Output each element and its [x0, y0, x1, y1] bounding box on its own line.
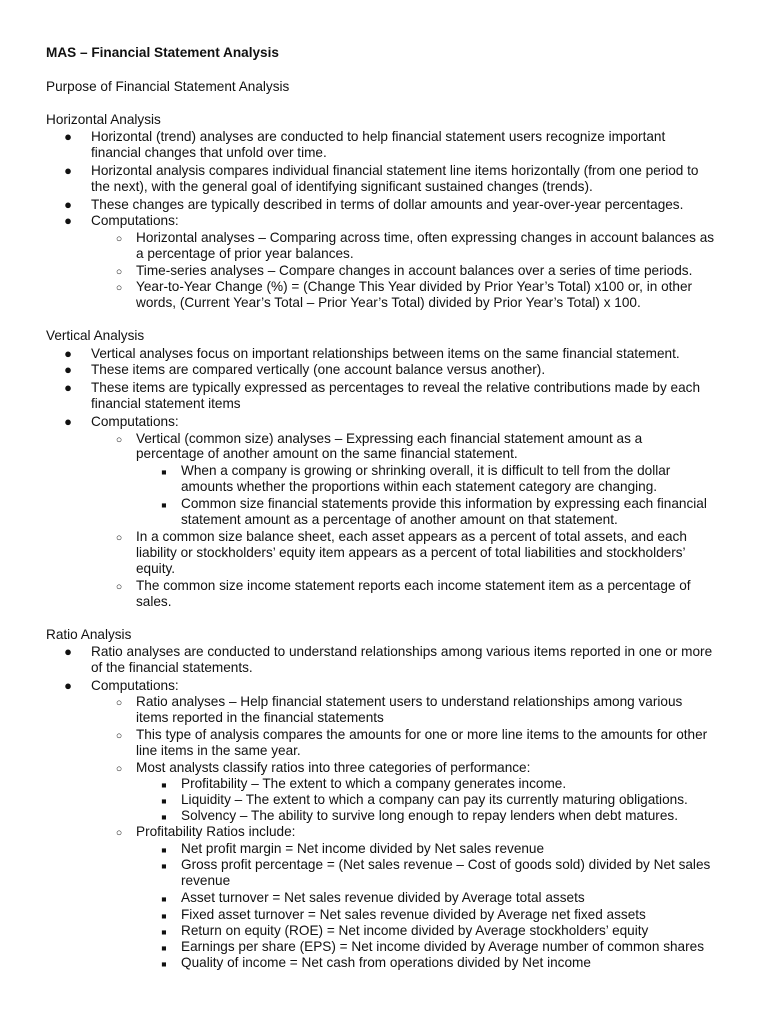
square-bullet-icon: ■ [161, 780, 167, 790]
vertical-sub-3-line-1: The common size income statement reports each income statement item as a percentage of [136, 578, 691, 593]
square-bullet-icon: ■ [161, 927, 167, 937]
circle-bullet-icon: ○ [115, 697, 123, 709]
ratio-earnings-per-share: Earnings per share (EPS) = Net income divided by Average number of common shares [181, 939, 704, 954]
ratio-sub-3-line-1: Most analysts classify ratios into three categories of performance: [136, 760, 531, 775]
square-bullet-icon: ■ [161, 845, 167, 855]
vertical-bullet-1-line-1: Vertical analyses focus on important relationships between items on the same financial statement. [91, 346, 680, 361]
square-bullet-icon: ■ [161, 812, 167, 822]
horizontal-bullet-3-line-1: These changes are typically described in terms of dollar amounts and year-over-year percentages. [91, 197, 684, 212]
vertical-bullet-3-line-2: financial statement items [91, 396, 241, 411]
vertical-subsub-1-line-1: When a company is growing or shrinking overall, it is difficult to tell from the dollar [181, 463, 671, 478]
ratio-sub-2-line-1: This type of analysis compares the amounts for one or more line items to the amounts for other [136, 727, 708, 742]
bullet-icon: ● [64, 129, 72, 144]
horizontal-sub-3-line-2: words, (Current Year’s Total – Prior Year’s Total) divided by Prior Year’s Total) x 100. [136, 295, 641, 310]
ratio-sub-1-line-1: Ratio analyses – Help financial statement users to understand relationships among various [136, 694, 683, 709]
circle-bullet-icon: ○ [115, 827, 123, 839]
bullet-icon: ● [64, 362, 72, 377]
vertical-bullet-3-line-1: These items are typically expressed as percentages to reveal the relative contributions made by each [91, 380, 701, 395]
horizontal-analysis-heading: Horizontal Analysis [46, 112, 161, 127]
ratio-sub-1-line-2: items reported in the financial statements [136, 710, 384, 725]
ratio-category-solvency: Solvency – The ability to survive long enough to repay lenders when debt matures. [181, 808, 678, 823]
horizontal-sub-1-line-1: Horizontal analyses – Comparing across time, often expressing changes in account balances as [136, 230, 715, 245]
ratio-analysis-heading: Ratio Analysis [46, 627, 132, 642]
bullet-icon: ● [64, 678, 72, 693]
ratio-bullet-1-line-1: Ratio analyses are conducted to understand relationships among various items reported in one or more [91, 644, 713, 659]
bullet-icon: ● [64, 414, 72, 429]
square-bullet-icon: ■ [161, 911, 167, 921]
ratio-bullet-1-line-2: of the financial statements. [91, 660, 253, 675]
vertical-bullet-4-line-1: Computations: [91, 414, 179, 429]
square-bullet-icon: ■ [161, 861, 167, 871]
horizontal-bullet-2-line-1: Horizontal analysis compares individual financial statement line items horizontally (from one period to [91, 163, 699, 178]
document-title: MAS – Financial Statement Analysis [46, 45, 279, 60]
ratio-category-profitability: Profitability – The extent to which a company generates income. [181, 776, 567, 791]
vertical-sub-1-line-2: percentage of another amount on the same financial statement. [136, 446, 518, 461]
square-bullet-icon: ■ [161, 894, 167, 904]
circle-bullet-icon: ○ [115, 233, 123, 245]
circle-bullet-icon: ○ [115, 532, 123, 544]
vertical-subsub-2-line-1: Common size financial statements provide this information by expressing each financial [181, 496, 707, 511]
circle-bullet-icon: ○ [115, 730, 123, 742]
vertical-sub-1-line-1: Vertical (common size) analyses – Expressing each financial statement amount as a [136, 431, 643, 446]
ratio-gross-profit-line-2: revenue [181, 873, 231, 888]
square-bullet-icon: ■ [161, 500, 167, 510]
horizontal-sub-2-line-1: Time-series analyses – Compare changes in account balances over a series of time periods. [136, 263, 693, 278]
ratio-sub-2-line-2: line items in the same year. [136, 743, 301, 758]
bullet-icon: ● [64, 346, 72, 361]
vertical-sub-2-line-2: liability or stockholders’ equity item appears as a percent of total liabilities and stockholders’ [136, 545, 686, 560]
purpose-heading: Purpose of Financial Statement Analysis [46, 79, 290, 94]
horizontal-bullet-4-line-1: Computations: [91, 213, 179, 228]
vertical-sub-3-line-2: sales. [136, 594, 172, 609]
vertical-subsub-1-line-2: amounts whether the proportions within each statement category are changing. [181, 479, 658, 494]
bullet-icon: ● [64, 163, 72, 178]
circle-bullet-icon: ○ [115, 282, 123, 294]
horizontal-bullet-2-line-2: the next), with the general goal of identifying significant sustained changes (trends). [91, 179, 593, 194]
circle-bullet-icon: ○ [115, 266, 123, 278]
ratio-asset-turnover: Asset turnover = Net sales revenue divided by Average total assets [181, 890, 585, 905]
ratio-bullet-2-line-1: Computations: [91, 678, 179, 693]
bullet-icon: ● [64, 213, 72, 228]
circle-bullet-icon: ○ [115, 434, 123, 446]
circle-bullet-icon: ○ [115, 763, 123, 775]
horizontal-bullet-1-line-1: Horizontal (trend) analyses are conducted to help financial statement users recognize important [91, 129, 666, 144]
square-bullet-icon: ■ [161, 959, 167, 969]
ratio-gross-profit-line-1: Gross profit percentage = (Net sales revenue – Cost of goods sold) divided by Net sales [181, 857, 711, 872]
ratio-category-liquidity: Liquidity – The extent to which a company can pay its currently maturing obligations. [181, 792, 688, 807]
horizontal-sub-1-line-2: a percentage of prior year balances. [136, 246, 354, 261]
square-bullet-icon: ■ [161, 467, 167, 477]
bullet-icon: ● [64, 380, 72, 395]
bullet-icon: ● [64, 197, 72, 212]
horizontal-sub-3-line-1: Year-to-Year Change (%) = (Change This Year divided by Prior Year’s Total) x100 or, in other [136, 279, 693, 294]
vertical-sub-2-line-3: equity. [136, 561, 176, 576]
square-bullet-icon: ■ [161, 943, 167, 953]
vertical-bullet-2-line-1: These items are compared vertically (one account balance versus another). [91, 362, 546, 377]
ratio-fixed-asset-turnover: Fixed asset turnover = Net sales revenue divided by Average net fixed assets [181, 907, 646, 922]
circle-bullet-icon: ○ [115, 581, 123, 593]
ratio-net-profit-margin: Net profit margin = Net income divided by Net sales revenue [181, 841, 545, 856]
vertical-subsub-2-line-2: statement amount as a percentage of another amount on that statement. [181, 512, 618, 527]
ratio-sub-4-line-1: Profitability Ratios include: [136, 824, 296, 839]
horizontal-bullet-1-line-2: financial changes that unfold over time. [91, 145, 327, 160]
ratio-return-on-equity: Return on equity (ROE) = Net income divided by Average stockholders’ equity [181, 923, 649, 938]
vertical-analysis-heading: Vertical Analysis [46, 328, 145, 343]
vertical-sub-2-line-1: In a common size balance sheet, each asset appears as a percent of total assets, and each [136, 529, 687, 544]
bullet-icon: ● [64, 644, 72, 659]
square-bullet-icon: ■ [161, 796, 167, 806]
ratio-quality-of-income: Quality of income = Net cash from operations divided by Net income [181, 955, 591, 970]
